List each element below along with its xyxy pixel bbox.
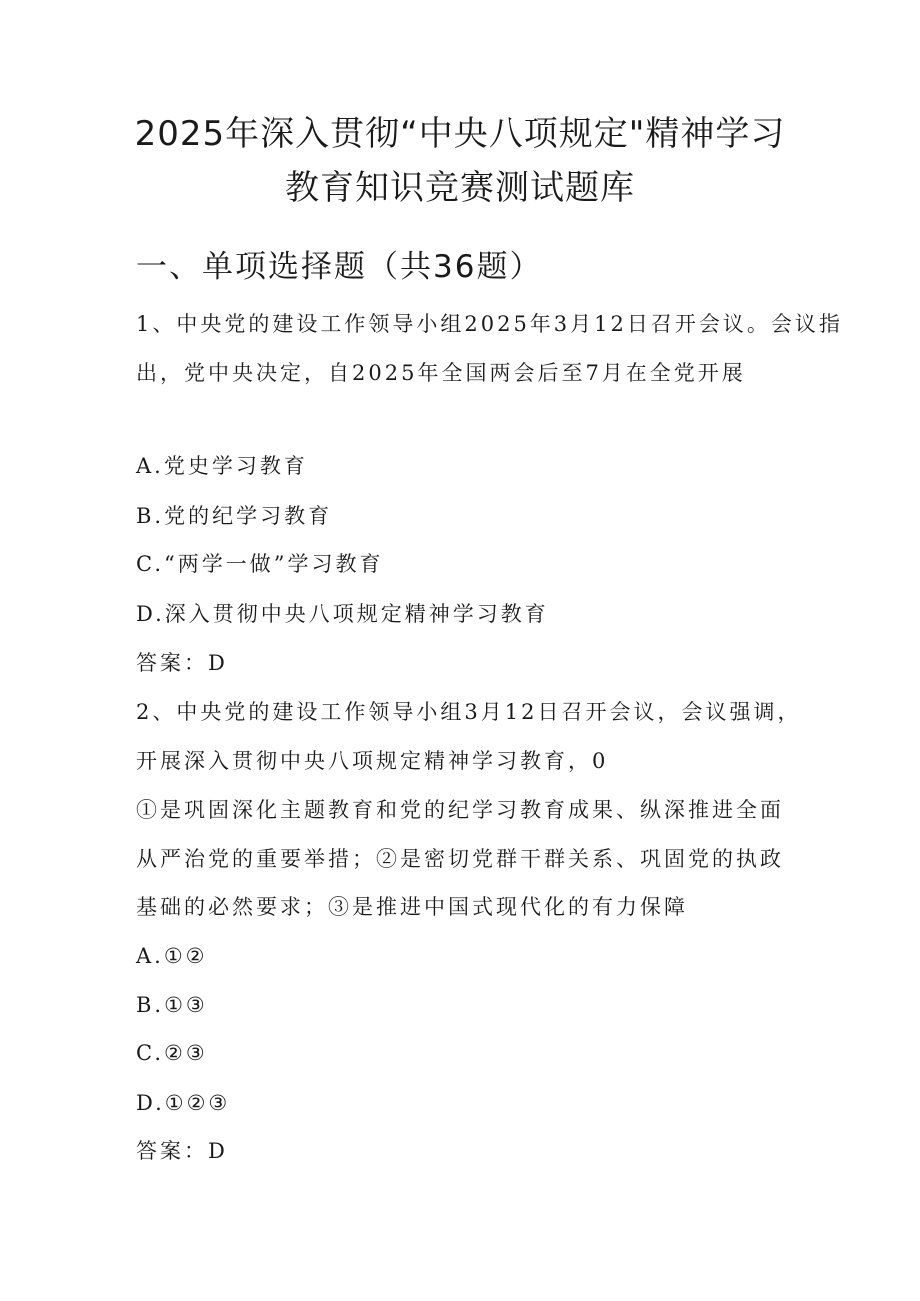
question-2-stem-line-4: 从严治党的重要举措；②是密切党群干群关系、巩固党的执政 xyxy=(136,847,784,871)
question-2-option-d: D.①②③ xyxy=(136,1091,231,1115)
question-1-option-c: C.“两学一做”学习教育 xyxy=(136,552,384,576)
question-1-stem-line-2: 出，党中央决定，自2025年全国两会后至7月在全党开展 xyxy=(136,361,746,385)
section-heading: 一、单项选择题（共36题） xyxy=(136,249,543,285)
question-2-stem-line-2: 开展深入贯彻中央八项规定精神学习教育，0 xyxy=(136,749,609,773)
question-1-option-d: D.深入贯彻中央八项规定精神学习教育 xyxy=(136,602,549,626)
question-2-stem-line-5: 基础的必然要求；③是推进中国式现代化的有力保障 xyxy=(136,895,688,919)
question-2-answer: 答案：D xyxy=(136,1139,228,1163)
question-1-option-b: B.党的纪学习教育 xyxy=(136,504,333,528)
question-2-stem-line-3: ①是巩固深化主题教育和党的纪学习教育成果、纵深推进全面 xyxy=(136,798,784,822)
question-2-option-b: B.①③ xyxy=(136,993,208,1017)
question-1-answer: 答案：D xyxy=(136,651,228,675)
document-title-line-1: 2025年深入贯彻“中央八项规定"精神学习 xyxy=(134,114,786,154)
question-1-option-a: A.党史学习教育 xyxy=(136,454,308,478)
question-2-stem-line-1: 2、中央党的建设工作领导小组3月12日召开会议，会议强调， xyxy=(136,700,802,724)
document-title-line-2: 教育知识竞赛测试题库 xyxy=(285,168,635,208)
question-2-option-c: C.②③ xyxy=(136,1041,208,1065)
question-1-stem-line-1: 1、中央党的建设工作领导小组2025年3月12日召开会议。会议指 xyxy=(136,312,843,336)
question-2-option-a: A.①② xyxy=(136,944,208,968)
